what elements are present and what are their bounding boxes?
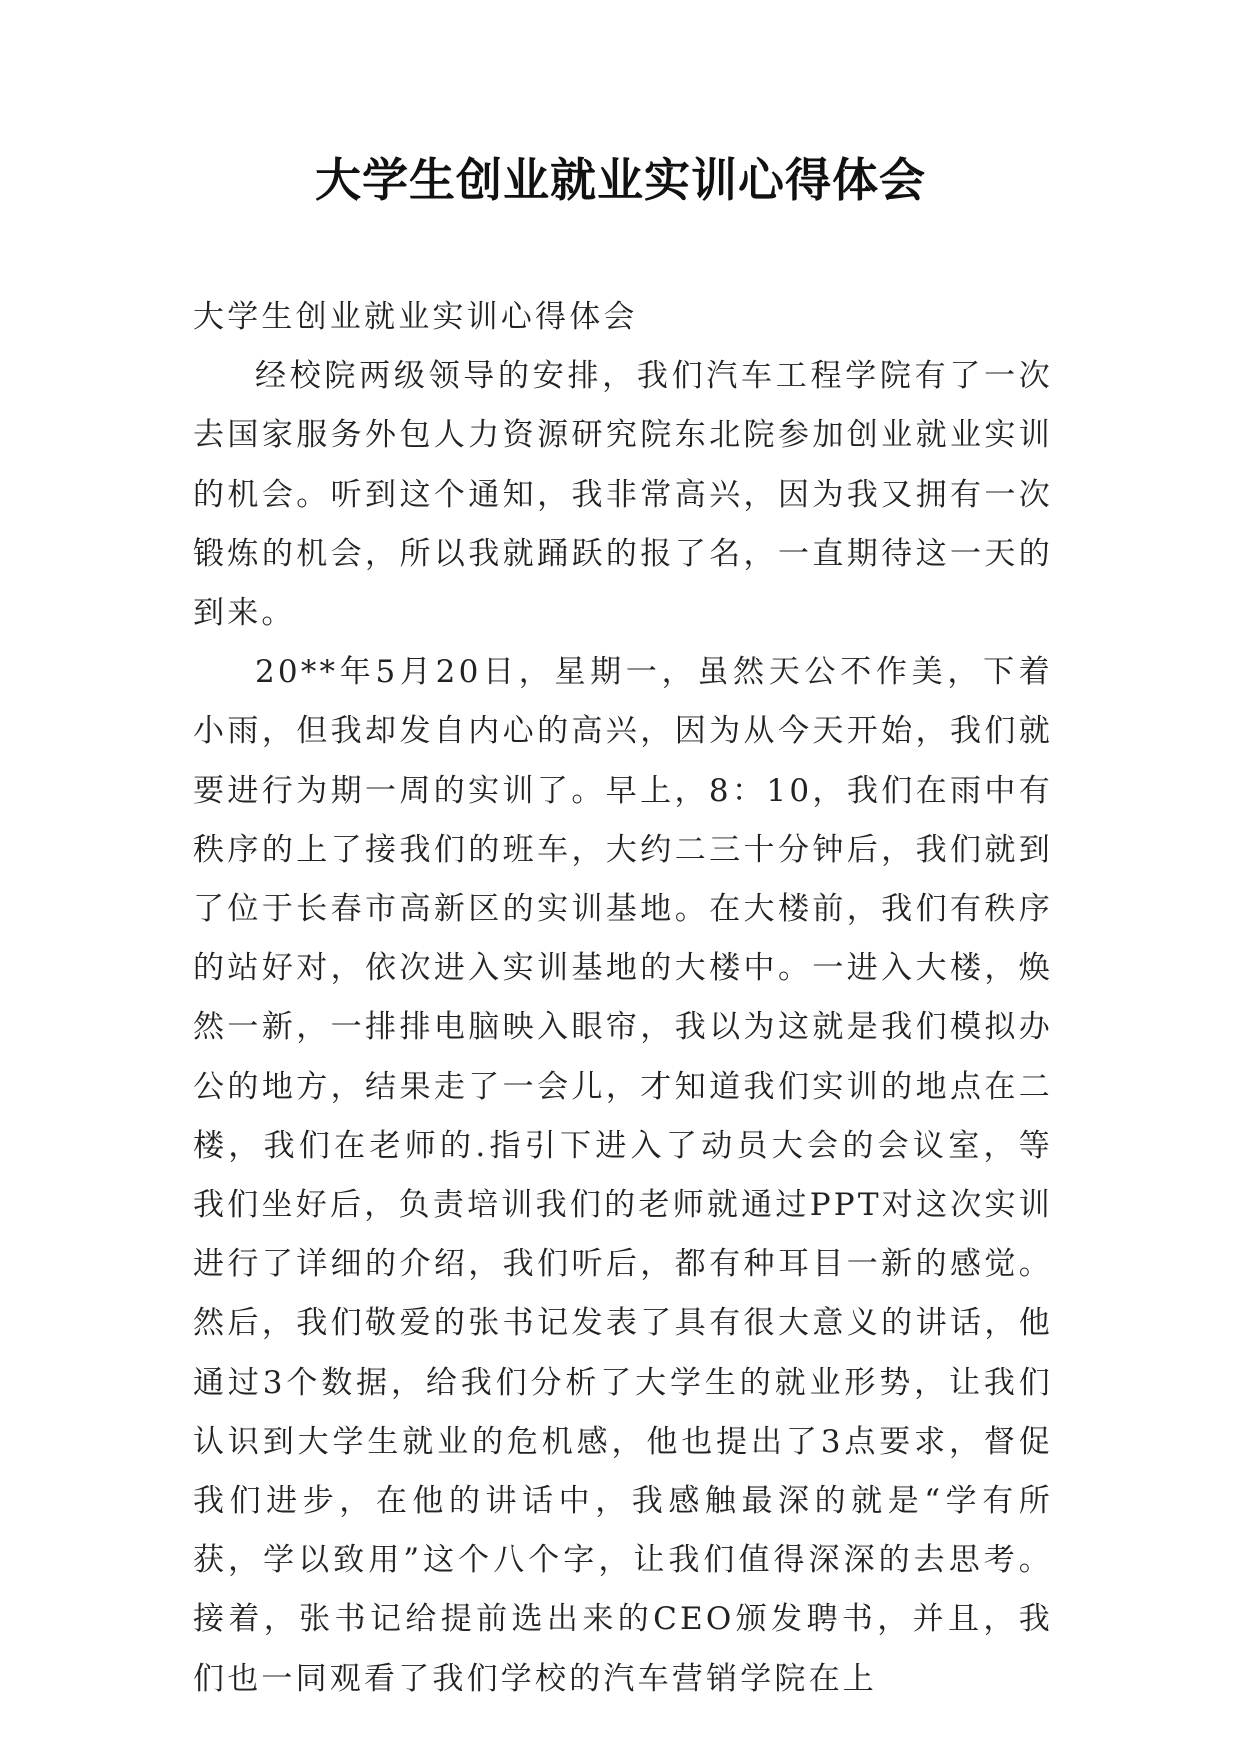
paragraph-2: 20**年5月20日，星期一，虽然天公不作美，下着小雨，但我却发自内心的高兴，因为从今天开始，我们就要进行为期一周的实训了。早上，8：10，我们在雨中有秩序的上了接我们的班车，大约二三十分钟后，我们就到了位于长春市高新区的实训基地。在大楼前，我们有秩序的站好对，依次进入实训基地的大楼中。一进入大楼，焕然一新，一排排电脑映入眼帘，我以为这就是我们模拟办公的地方，结果走了一会儿，才知道我们实训的地点在二楼，我们在老师的.指引下进入了动员大会的会议室，等我们坐好后，负责培训我们的老师就通过PPT对这次实训进行了详细的介绍，我们听后，都有种耳目一新的感觉。然后，我们敬爱的张书记发表了具有很大意义的讲话，他通过3个数据，给我们分析了大学生的就业形势，让我们认识到大学生就业的危机感，他也提出了3点要求，督促我们进步，在他的讲话中，我感触最深的就是“学有所获，学以致用”这个八个字，让我们值得深深的去思考。接着，张书记给提前选出来的CEO颁发聘书，并且，我们也一同观看了我们学校的汽车营销学院在上 xyxy=(193,654,1053,1697)
paragraph-1: 经校院两级领导的安排，我们汽车工程学院有了一次去国家服务外包人力资源研究院东北院参加创业就业实训的机会。听到这个通知，我非常高兴，因为我又拥有一次锻炼的机会，所以我就踊跃的报了名，一直期待这一天的到来。 xyxy=(193,358,1053,632)
document-body xyxy=(193,288,1053,1709)
document-title: 大学生创业就业实训心得体会 xyxy=(315,153,926,207)
document-subheading: 大学生创业就业实训心得体会 xyxy=(193,299,638,335)
